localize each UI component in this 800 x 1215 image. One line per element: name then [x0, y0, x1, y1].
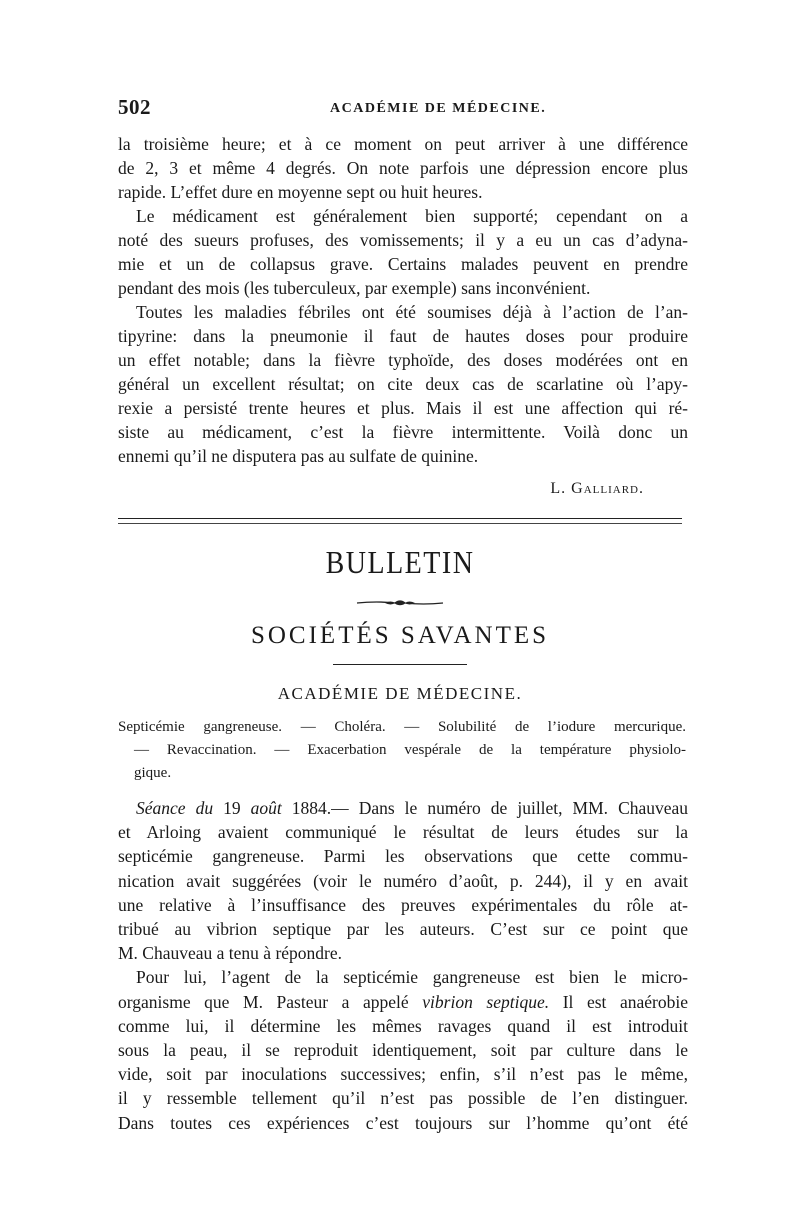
- text-line: [118, 990, 688, 1014]
- paragraph: [118, 965, 688, 1134]
- article-end-text: [118, 132, 688, 468]
- paragraph: [118, 204, 688, 300]
- paragraph: [118, 300, 688, 468]
- text-line: de 2, 3 et même 4 degrés. On note parfois une dépression encore plus: [118, 158, 688, 178]
- text-line: pendant des mois (les tuberculeux, par exemple) sans inconvénient.: [118, 278, 591, 298]
- society-heading: ACADÉMIE DE MÉDECINE.: [277, 684, 523, 703]
- text-line: une relative à l’insuffisance des preuves expérimentales du rôle at-: [118, 894, 688, 915]
- text-line: et Arloing avaient communiqué le résultat de leurs études sur la: [118, 822, 688, 843]
- seance-date-year: 1884.—: [291, 798, 349, 818]
- text-line: mie et un de collapsus grave. Certains malades peuvent en prendre: [118, 254, 688, 274]
- text-line: un effet notable; dans la fièvre typhoïde, des doses modérées ont en: [118, 350, 688, 370]
- text-line: Le médicament est généralement bien supporté; cependant on a: [136, 206, 688, 226]
- short-divider: [333, 664, 467, 665]
- summary-line: Septicémie gangreneuse. — Choléra. — Solubilité de l’iodure mercurique.: [118, 719, 686, 735]
- summary-line: gique.: [134, 765, 172, 781]
- bulletin-title: BULLETIN: [325, 545, 475, 582]
- text-line: Toutes les maladies fébriles ont été soumises déjà à l’action de l’an-: [136, 302, 688, 322]
- paragraph: [118, 132, 688, 204]
- text-line: siste au médicament, c’est la fièvre intermittente. Voilà donc un: [118, 422, 688, 442]
- text-line: noté des sueurs profuses, des vomissements; il y a eu un cas d’adyna-: [118, 230, 688, 250]
- ornament-flourish-icon: [355, 598, 445, 608]
- text-line: vide, soit par inoculations successives; enfin, s’il n’est pas le même,: [118, 1064, 688, 1085]
- text-line: la troisième heure; et à ce moment on peut arriver à une différence: [118, 134, 688, 154]
- text-line: il y ressemble tellement qu’il n’est pas possible de l’en distinguer.: [118, 1088, 688, 1109]
- text-line: tipyrine: dans la pneumonie il faut de hautes doses pour produire: [118, 326, 688, 346]
- text-line: Dans toutes ces expériences c’est toujours sur l’homme qu’ont été: [118, 1112, 688, 1133]
- author-signature: L. Galliard.: [550, 480, 644, 497]
- text-line: Pour lui, l’agent de la septicémie gangreneuse est bien le micro-: [136, 967, 688, 988]
- text-line: général un excellent résultat; on cite deux cas de scarlatine où l’apy-: [118, 374, 688, 394]
- text-fragment: organisme que M. Pasteur a appelé: [118, 991, 409, 1012]
- text-line: [118, 796, 688, 820]
- summary-line: — Revaccination. — Exacerbation vespérale de la température physiolo-: [134, 742, 686, 758]
- text-line: tribué au vibrion septique par les auteurs. C’est sur ce point que: [118, 919, 688, 940]
- seance-date-label: Séance du: [136, 798, 214, 818]
- session-summary: [118, 716, 686, 785]
- page-header: [118, 95, 698, 125]
- text-line: sous la peau, il se reproduit identiquement, soit par culture dans le: [118, 1040, 688, 1061]
- text-fragment: Il est anaérobie: [562, 991, 689, 1012]
- running-head: ACADÉMIE DE MÉDECINE.: [330, 101, 547, 116]
- text-line: nication avait suggérées (voir le numéro d’août, p. 244), il y en avait: [118, 870, 688, 891]
- seance-date-day: 19: [223, 798, 241, 818]
- text-line: rexie a persisté trente heures et plus. Mais il est une affection qui ré-: [118, 398, 688, 418]
- page-number: 502: [118, 95, 151, 119]
- text-fragment: Dans le numéro de juillet, MM. Chauveau: [358, 798, 689, 818]
- paragraph: [118, 796, 688, 965]
- text-line: septicémie gangreneuse. Parmi les observations que cette commu-: [118, 846, 688, 867]
- section-divider: [118, 518, 682, 524]
- text-line: ennemi qu’il ne disputera pas au sulfate de quinine.: [118, 446, 479, 466]
- text-line: rapide. L’effet dure en moyenne sept ou huit heures.: [118, 182, 483, 202]
- emphasis: vibrion septique.: [422, 991, 550, 1012]
- text-line: comme lui, il détermine les mêmes ravages quand il est introduit: [118, 1015, 688, 1036]
- text-line: M. Chauveau a tenu à répondre.: [118, 943, 343, 964]
- section-subtitle: SOCIÉTÉS SAVANTES: [250, 622, 550, 649]
- seance-text: [118, 796, 688, 1135]
- seance-date-month: août: [250, 798, 282, 818]
